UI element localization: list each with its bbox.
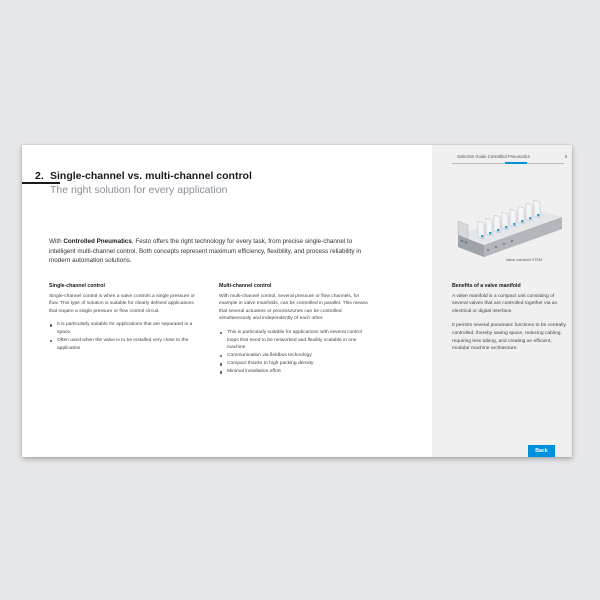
list-item: Communication via fieldbus technology xyxy=(219,352,369,360)
intro-text: , Festo offers the right technology for every task, from precise single-channel to intelligent multi-channel control. Both concepts represent maximum efficiency, flexibility, and process reliability in modern automation solutions. xyxy=(49,238,362,265)
page-subtitle: The right solution for every application xyxy=(50,184,228,196)
single-channel-body: Single-channel control is when a valve controls a single pressure or flow. This type of solution is suitable for clearly defined applications that require a single pressure or flow control circuit. xyxy=(49,293,195,314)
document-spread xyxy=(22,145,572,457)
sidebar-heading: Benefits of a valve manifold xyxy=(452,283,521,289)
valve-manifold-image xyxy=(454,195,564,265)
sidebar-paragraph: It permits several pneumatic functions to be centrally controlled, thereby saving space, reducing cabling, requiring less tubing, and creating an efficient, modular machine architecture. xyxy=(452,323,566,352)
page-title: Single-channel vs. multi-channel control xyxy=(50,170,252,182)
running-head: Selection Guide Controlled Pneumatics xyxy=(457,154,530,159)
sidebar-text xyxy=(452,283,567,360)
single-channel-column xyxy=(49,283,199,353)
list-item: Minimal installation effort xyxy=(219,368,369,376)
sidebar-paragraph: A valve manifold is a compact unit consisting of several valves that are controlled together via an electrical or digital interface. xyxy=(452,293,558,314)
multi-channel-bullets xyxy=(219,329,369,376)
list-item: This is particularly suitable for applications with several control loops that need to be networked and flexibly scalable in one machine xyxy=(219,329,369,352)
intro-paragraph xyxy=(49,237,379,266)
list-item: It is particularly suitable for applications that are separated in a space. xyxy=(49,321,199,336)
multi-channel-heading: Multi-channel control xyxy=(219,283,272,289)
intro-brand: Controlled Pneumatics xyxy=(63,238,132,245)
intro-lead: With xyxy=(49,238,64,245)
multi-channel-body: With multi-channel control, several pressure or flow channels, for example in valve manifolds, can be controlled in parallel. This means that several actuators or processzones can be controlled simultaneously and independently of each other. xyxy=(219,293,368,322)
section-number: 2. xyxy=(35,170,44,182)
image-caption: Valve manifold VTEM xyxy=(506,258,543,262)
list-item: Often used when the valve is to be installed very close to the application xyxy=(49,337,199,352)
list-item: Compact thanks to high packing density xyxy=(219,360,369,368)
single-channel-heading: Single-channel control xyxy=(49,283,105,289)
single-channel-bullets xyxy=(49,321,199,352)
header-accent-bar xyxy=(505,162,527,164)
back-button[interactable]: Back xyxy=(528,445,555,457)
page-number: 5 xyxy=(565,154,568,159)
multi-channel-column xyxy=(219,283,369,377)
